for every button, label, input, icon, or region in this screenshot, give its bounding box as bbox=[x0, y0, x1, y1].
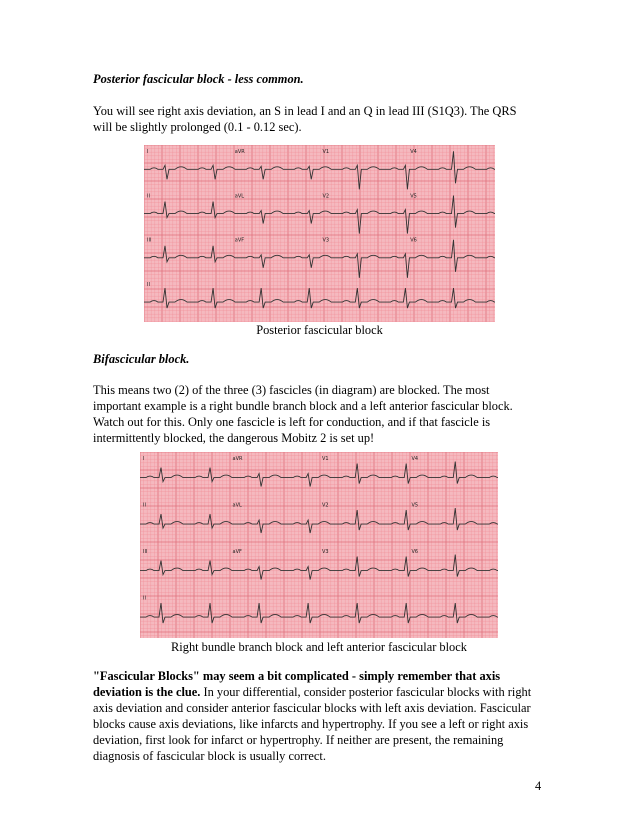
paragraph-posterior-line-2: will be slightly prolonged (0.1 - 0.12 sec). bbox=[93, 120, 302, 134]
ecg-lead-label: V2 bbox=[322, 193, 330, 200]
paragraph-summary-bold-line-1: "Fascicular Blocks" may seem a bit complicated - simply remember that axis bbox=[93, 669, 501, 683]
heading-bifascicular-block: Bifascicular block. bbox=[93, 352, 190, 366]
caption-bifascicular-block: Right bundle branch block and left anterior fascicular block bbox=[171, 640, 467, 654]
ecg-strip-posterior-fascicular-block bbox=[144, 145, 495, 322]
ecg-svg bbox=[140, 452, 498, 638]
paragraph-bifascicular-line-3: Watch out for this. Only one fascicle is left for conduction, and if that fascicle is bbox=[93, 415, 491, 429]
ecg-lead-label: V4 bbox=[410, 149, 417, 155]
ecg-lead-label: II bbox=[143, 595, 146, 602]
paragraph-summary-line-5: deviation, first look for infarct or hypertrophy. If neither are present, the remaining bbox=[93, 733, 504, 747]
ecg-lead-label: V3 bbox=[322, 237, 330, 244]
ecg-lead-label: aVF bbox=[232, 549, 242, 555]
ecg-lead-label: I bbox=[147, 149, 149, 155]
ecg-lead-label: aVL bbox=[232, 502, 242, 509]
paragraph-bifascicular-line-4: intermittently blocked, the dangerous Mobitz 2 is set up! bbox=[93, 431, 375, 445]
heading-posterior-fascicular-block: Posterior fascicular block - less common. bbox=[93, 72, 304, 86]
ecg-lead-label: II bbox=[147, 193, 150, 200]
ecg-lead-label: V2 bbox=[322, 502, 329, 509]
ecg-lead-label: V5 bbox=[411, 502, 419, 509]
ecg-lead-label: aVL bbox=[234, 193, 245, 200]
ecg-lead-label: aVR bbox=[232, 456, 243, 462]
ecg-lead-label: V1 bbox=[322, 149, 330, 155]
ecg-lead-label: aVR bbox=[234, 149, 245, 155]
ecg-lead-label: aVF bbox=[234, 237, 245, 244]
ecg-lead-label: V3 bbox=[322, 549, 329, 555]
ecg-trace-row bbox=[144, 288, 495, 308]
ecg-lead-label: II bbox=[143, 502, 146, 509]
page-number: 4 bbox=[535, 779, 542, 793]
paragraph-posterior-line-1: You will see right axis deviation, an S in lead I and an Q in lead III (S1Q3). The QRS bbox=[93, 104, 517, 118]
ecg-strip-bifascicular-block bbox=[140, 452, 498, 638]
ecg-trace-row bbox=[144, 237, 495, 278]
ecg-lead-label: V6 bbox=[410, 237, 417, 244]
ecg-svg bbox=[144, 145, 495, 322]
summary-bold-phrase: deviation is the clue. bbox=[93, 685, 201, 699]
ecg-lead-label: V1 bbox=[322, 456, 329, 462]
paragraph-summary-line-6: diagnosis of fascicular block is usually correct. bbox=[93, 749, 326, 763]
paragraph-summary-line-4: blocks cause axis deviations, like infarcts and hypertrophy. If you see a left or right axis bbox=[93, 717, 529, 731]
summary-line-2-rest: In your differential, consider posterior fascicular blocks with right bbox=[200, 685, 532, 699]
ecg-lead-label: II bbox=[147, 281, 150, 288]
ecg-lead-label: V6 bbox=[411, 549, 419, 555]
ecg-lead-label: I bbox=[143, 456, 145, 462]
paragraph-summary-line-3: axis deviation and consider anterior fascicular blocks with left axis deviation. Fascicular bbox=[93, 701, 531, 715]
ecg-lead-label: V4 bbox=[411, 456, 419, 462]
ecg-lead-label: III bbox=[143, 549, 148, 555]
caption-posterior-fascicular-block: Posterior fascicular block bbox=[256, 323, 383, 337]
paragraph-summary-line-2 bbox=[93, 685, 543, 701]
paragraph-bifascicular-line-2: important example is a right bundle branch block and a left anterior fascicular block. bbox=[93, 399, 513, 413]
paragraph-bifascicular-line-1: This means two (2) of the three (3) fascicles (in diagram) are blocked. The most bbox=[93, 383, 490, 397]
ecg-lead-label: III bbox=[147, 237, 152, 244]
ecg-lead-label: V5 bbox=[410, 193, 417, 200]
